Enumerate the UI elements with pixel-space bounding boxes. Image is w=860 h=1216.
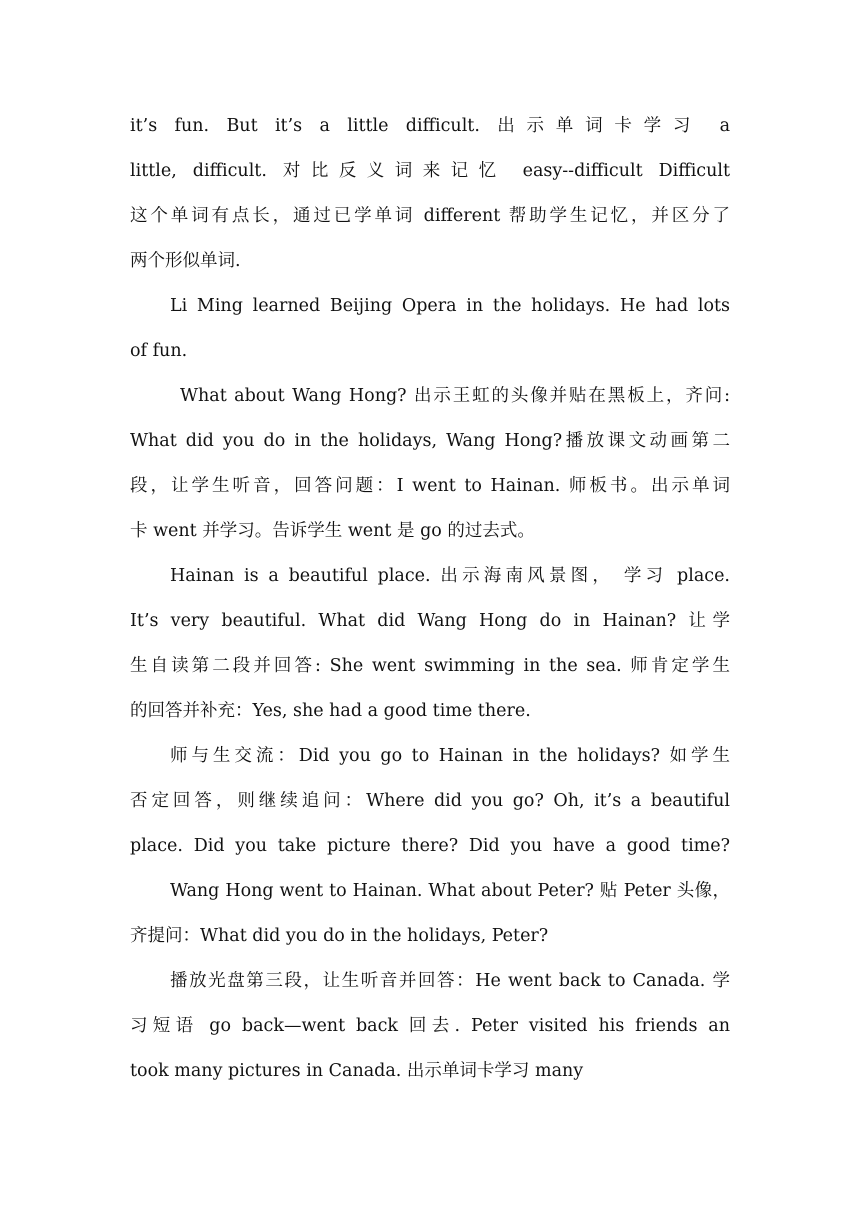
- text-line: it’s fun. But it’s a little difficult. 出示单词卡学习 a: [130, 116, 730, 136]
- text-line: 两个形似单词.: [130, 251, 241, 271]
- text-line: 否定回答，则继续追问：Where did you go? Oh, it’s a beautiful: [130, 791, 730, 811]
- text-line: 生自读第二段并回答: She went swimming in the sea. 师肯定学生: [130, 656, 730, 676]
- text-line: It’s very beautiful. What did Wang Hong do in Hainan? 让学: [130, 611, 730, 631]
- text-line: Hainan is a beautiful place. 出示海南风景图， 学习 place.: [170, 566, 730, 586]
- text-line: 齐提问：What did you do in the holidays, Peter?: [130, 926, 549, 946]
- text-line: Wang Hong went to Hainan. What about Peter? 贴 Peter 头像，: [170, 881, 730, 901]
- text-line: 的回答并补充：Yes, she had a good time there.: [130, 701, 531, 721]
- document-body: [130, 104, 730, 1094]
- text-line: What about Wang Hong? 出示王虹的头像并贴在黑板上，齐问:: [180, 386, 730, 406]
- text-line: 这个单词有点长，通过已学单词 different 帮助学生记忆，并区分了: [130, 206, 730, 226]
- text-line: 段，让学生听音，回答问题：I went to Hainan. 师板书。出示单词: [130, 476, 730, 496]
- text-line: 习短语 go back—went back 回去. Peter visited his friends an: [130, 1016, 730, 1036]
- text-line: of fun.: [130, 341, 188, 361]
- text-line: What did you do in the holidays, Wang Hong?播放课文动画第二: [130, 431, 730, 451]
- text-line: 播放光盘第三段，让生听音并回答：He went back to Canada. 学: [170, 971, 730, 991]
- text-line: Li Ming learned Beijing Opera in the holidays. He had lots: [170, 296, 730, 316]
- text-line: place. Did you take picture there? Did you have a good time?: [130, 836, 730, 856]
- text-line: took many pictures in Canada. 出示单词卡学习 many: [130, 1061, 584, 1081]
- text-line: 卡 went 并学习。告诉学生 went 是 go 的过去式。: [130, 521, 535, 541]
- text-line: little, difficult. 对比反义词来记忆 easy--difficult Difficult: [130, 161, 730, 181]
- text-line: 师与生交流：Did you go to Hainan in the holidays? 如学生: [170, 746, 730, 766]
